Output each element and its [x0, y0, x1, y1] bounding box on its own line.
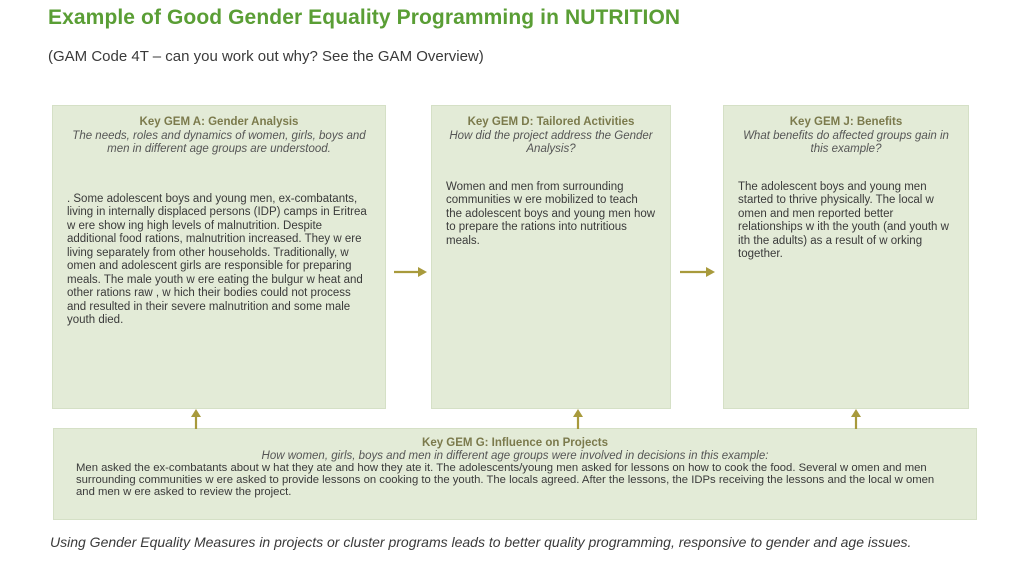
gem-d-question: How did the project address the Gender Analysis? — [449, 129, 653, 155]
arrow-g-to-d-icon — [571, 409, 585, 429]
gem-g-box — [53, 428, 977, 520]
arrow-g-to-j-icon — [849, 409, 863, 429]
page-title: Example of Good Gender Equality Programming in NUTRITION — [48, 6, 681, 29]
gem-j-title: Key GEM J: Benefits — [789, 116, 903, 128]
gem-g-question: How women, girls, boys and men in different age groups were involved in decisions in this example: — [261, 450, 769, 462]
gem-d-box — [431, 105, 671, 409]
gem-d-header — [446, 116, 656, 157]
gem-j-question: What benefits do affected groups gain in this example? — [743, 129, 949, 155]
gem-a-body: . Some adolescent boys and young men, ex-combatants, living in internally displaced persons (IDP) camps in Eritrea w ere show ing high levels of malnutrition. Despite additional food rations, malnutrition increased. They w ere living separately from other households. Traditionally, w omen and adolescent girls are responsible for preparing meals. The male youth w ere eating the bulgur w heat and other rations raw , w hich their bodies could not process and resulted in their severe malnutrition and some male youth died. — [67, 192, 367, 326]
gem-d-body: Women and men from surrounding communities w ere mobilized to teach the adolescent boys and young men how to prepare the rations into nutritious meals. — [446, 180, 656, 247]
gem-g-header — [76, 437, 954, 463]
arrow-a-to-d-icon — [394, 265, 428, 279]
gem-d-title: Key GEM D: Tailored Activities — [467, 116, 635, 128]
gem-g-title: Key GEM G: Influence on Projects — [422, 437, 608, 449]
gem-j-body: The adolescent boys and young men started to thrive physically. The local w omen and men reported better relationships w ith the youth (and youth w ith the adults) as a result of w orking together. — [738, 180, 949, 260]
gem-j-box — [723, 105, 969, 409]
page-subtitle: (GAM Code 4T – can you work out why? See the GAM Overview) — [48, 48, 484, 65]
arrow-d-to-j-icon — [680, 265, 716, 279]
gem-j-header — [738, 116, 954, 157]
footer-note: Using Gender Equality Measures in projects or cluster programs leads to better quality programming, responsive to gender and age issues. — [50, 534, 912, 550]
arrow-g-to-a-icon — [189, 409, 203, 429]
gem-g-body: Men asked the ex-combatants about w hat they ate and how they ate it. The adolescents/young men asked for lessons on how to cook the food. Several w omen and men surrounding communities w ere asked to provide lessons on cooking to the youth. The locals agreed. After the lessons, the IDPs receiving the lessons and the local w omen and men w ere asked to review the project. — [76, 462, 935, 498]
gem-a-header — [67, 116, 371, 157]
gem-a-question: The needs, roles and dynamics of women, girls, boys and men in different age groups are understood. — [72, 129, 366, 155]
gem-a-title: Key GEM A: Gender Analysis — [139, 116, 299, 128]
gem-a-box — [52, 105, 386, 409]
